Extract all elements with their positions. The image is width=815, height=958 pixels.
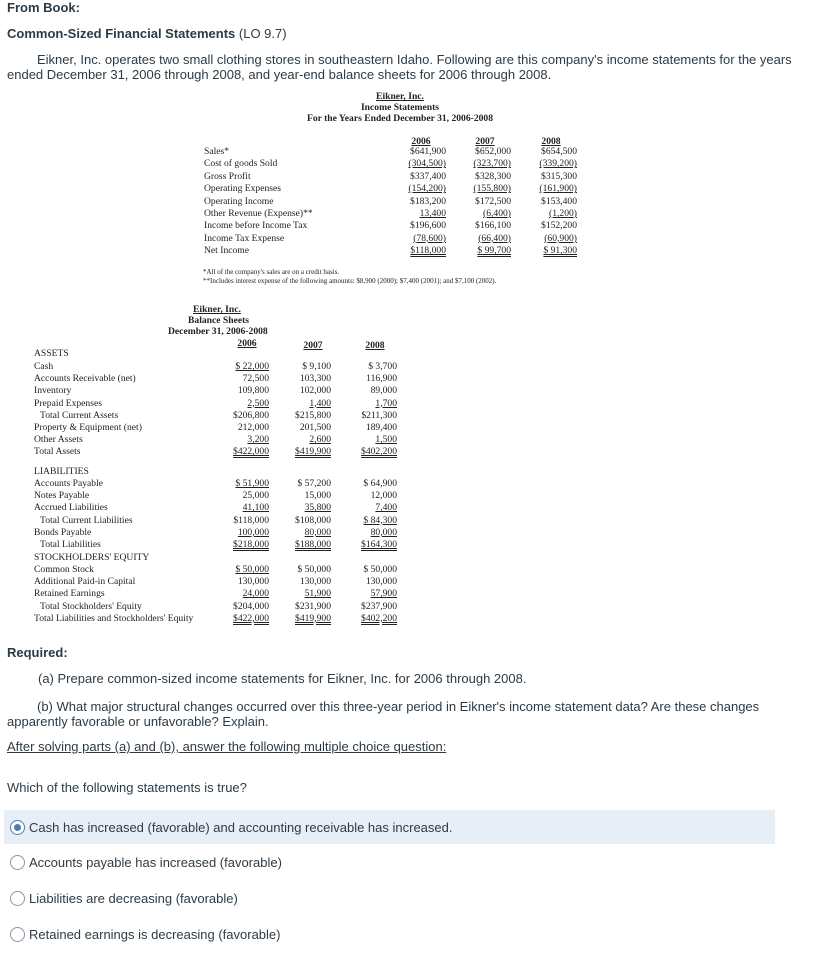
radio-button[interactable]	[10, 820, 25, 835]
is-year-2007: 2007	[475, 136, 495, 147]
bs-cell: 102,000	[299, 385, 331, 397]
is-year-2008: 2008	[541, 136, 561, 147]
bs-cell: $422,000	[233, 446, 269, 458]
bs-cell: $204,000	[233, 600, 269, 612]
bs-cell: 41,100	[242, 502, 269, 514]
answer-option-label: Cash has increased (favorable) and accounting receivable has increased.	[29, 819, 453, 835]
bs-row-label: Total Liabilities	[40, 539, 101, 550]
is-cell: $ 99,700	[477, 245, 511, 257]
bs-cell: $237,900	[361, 600, 397, 612]
bs-cell: 12,000	[370, 490, 397, 502]
bs-company: Eikner, Inc.	[193, 304, 241, 315]
is-row-label: Gross Profit	[204, 170, 251, 182]
bs-cell: 35,800	[304, 502, 331, 514]
bs-cell: 109,800	[237, 385, 269, 397]
is-cell: $153,400	[541, 195, 577, 207]
is-cell: (1,200)	[549, 208, 577, 219]
radio-button[interactable]	[10, 891, 25, 906]
question-prompt: Which of the following statements is true?	[7, 780, 247, 795]
bs-cell: $118,000	[233, 514, 269, 526]
assets-header: ASSETS	[34, 348, 69, 359]
answer-option[interactable]	[4, 881, 775, 915]
bs-cell: $ 50,000	[297, 564, 331, 575]
is-cell: $337,400	[410, 170, 446, 182]
answer-option[interactable]	[4, 917, 775, 951]
is-cell: $118,000	[410, 245, 446, 257]
bs-cell: $206,800	[233, 409, 269, 421]
bs-row-label: Prepaid Expenses	[34, 397, 102, 409]
is-cell: (339,200)	[539, 158, 577, 170]
is-cell: $196,600	[410, 220, 446, 232]
bs-cell: 25,000	[242, 490, 269, 502]
bs-cell: 7,400	[375, 502, 397, 514]
is-title: Income Statements	[360, 102, 440, 113]
is-year-2006: 2006	[411, 136, 431, 147]
bs-cell: $ 9,100	[302, 361, 331, 372]
is-cell: (78,600)	[413, 232, 446, 244]
bs-row-label: Other Assets	[34, 434, 83, 446]
bs-row-label: Common Stock	[34, 564, 94, 575]
bs-row-label: Total Current Liabilities	[40, 514, 133, 526]
is-company: Eikner, Inc.	[376, 91, 424, 102]
bs-cell: 89,000	[370, 385, 397, 397]
answer-option-label: Retained earnings is decreasing (favorable)	[29, 926, 281, 942]
bs-cell: $ 50,000	[235, 564, 269, 575]
is-row-label: Operating Income	[204, 195, 274, 207]
bs-row-label: Total Current Assets	[40, 409, 119, 421]
bs-cell: 103,300	[299, 373, 331, 385]
is-cell: $166,100	[475, 220, 511, 232]
is-cell: (60,900)	[544, 232, 577, 244]
answer-option-label: Liabilities are decreasing (favorable)	[29, 890, 238, 906]
is-row-label: Other Revenue (Expense)**	[204, 208, 313, 219]
bs-row-label: Property & Equipment (net)	[34, 422, 142, 433]
is-cell: $172,500	[475, 195, 511, 207]
is-cell: (66,400)	[478, 232, 511, 244]
bs-cell: 24,000	[242, 588, 269, 600]
answer-option[interactable]	[4, 810, 775, 844]
is-cell: 13,400	[419, 208, 446, 219]
bs-row-label: Retained Earnings	[34, 588, 105, 600]
bs-cell: $231,900	[295, 600, 331, 612]
bs-cell: 130,000	[237, 576, 269, 588]
bs-cell: $ 84,300	[363, 514, 397, 526]
liabilities-header: LIABILITIES	[34, 466, 89, 477]
bs-row-label: Accrued Liabilities	[34, 502, 108, 514]
is-cell: (161,900)	[539, 183, 577, 195]
bs-cell: $402,200	[361, 446, 397, 458]
bs-cell: $211,300	[361, 409, 397, 421]
is-row-label: Cost of goods Sold	[204, 158, 278, 170]
bs-cell: $ 57,200	[297, 478, 331, 489]
is-period: For the Years Ended December 31, 2006-2008	[306, 113, 494, 124]
is-cell: $654,500	[541, 146, 577, 157]
bs-row-label: Total Stockholders' Equity	[40, 600, 142, 612]
from-book-label: From Book:	[7, 0, 80, 15]
is-row-label: Sales*	[204, 146, 230, 157]
bs-cell: 189,400	[365, 422, 397, 433]
is-cell: $183,200	[410, 195, 446, 207]
after-note: After solving parts (a) and (b), answer the following multiple choice question:	[7, 739, 447, 754]
bs-cell: $ 50,000	[363, 564, 397, 575]
bs-row-label: Accounts Payable	[34, 478, 104, 489]
part-b-text: (b) What major structural changes occurred over this three-year period in Eikner's income statement data? Are these changes apparently favorable or unfavorable? Explain.	[7, 699, 760, 729]
bs-cell: 130,000	[299, 576, 331, 588]
section-heading	[7, 26, 287, 41]
bs-row-label: Total Liabilities and Stockholders' Equity	[34, 612, 194, 624]
is-row-label: Income Tax Expense	[204, 232, 285, 244]
answer-option[interactable]	[4, 845, 775, 879]
is-cell: $328,300	[475, 170, 511, 182]
bs-title: Balance Sheets	[188, 315, 250, 326]
bs-cell: $218,000	[233, 539, 269, 550]
bs-cell: $108,000	[295, 514, 331, 526]
bs-row-label: Bonds Payable	[34, 526, 92, 538]
bs-cell: $422,000	[233, 612, 269, 624]
is-footnote-2: **Includes interest expense of the following amounts: $8,900 (2000); $7,400 (2001); and $7,100 (2002).	[203, 277, 497, 285]
is-cell: $152,200	[541, 220, 577, 232]
bs-cell: 116,900	[366, 373, 397, 385]
bs-cell: 72,500	[242, 373, 269, 385]
required-label: Required:	[7, 645, 68, 660]
bs-cell: $402,200	[361, 612, 397, 624]
part-a-text: (a) Prepare common-sized income statements for Eikner, Inc. for 2006 through 2008.	[38, 671, 527, 686]
bs-cell: 57,900	[370, 588, 397, 600]
is-footnote-1: *All of the company's sales are on a credit basis.	[203, 268, 340, 276]
is-cell: $ 91,300	[543, 245, 577, 257]
bs-cell: $ 22,000	[235, 361, 269, 372]
bs-cell: $188,000	[295, 539, 331, 550]
section-title: Common-Sized Financial Statements	[7, 26, 236, 41]
bs-cell: $419,900	[295, 446, 331, 458]
bs-cell: 212,000	[237, 422, 269, 433]
bs-cell: $164,300	[361, 539, 397, 550]
bs-row-label: Inventory	[34, 385, 72, 397]
answer-option-label: Accounts payable has increased (favorable)	[29, 854, 282, 870]
section-lo: (LO 9.7)	[238, 26, 287, 41]
bs-cell: 130,000	[365, 576, 397, 588]
bs-cell: 100,000	[237, 526, 269, 538]
bs-cell: 1,500	[375, 434, 397, 446]
bs-cell: 80,000	[304, 526, 331, 538]
bs-cell: 15,000	[304, 490, 331, 502]
part-b-paragraph	[7, 699, 797, 729]
bs-row-label: Accounts Receivable (net)	[34, 373, 136, 385]
is-cell: (6,400)	[483, 208, 511, 219]
bs-cell: $419,900	[295, 612, 331, 624]
is-cell: (155,800)	[473, 183, 511, 195]
is-cell: (154,200)	[408, 183, 446, 195]
bs-cell: $215,800	[295, 409, 331, 421]
bs-cell: 51,900	[304, 588, 331, 600]
bs-year-2006: 2006	[237, 338, 257, 349]
is-cell: $641,900	[410, 146, 446, 157]
bs-cell: 1,700	[375, 397, 397, 409]
is-cell: (323,700)	[473, 158, 511, 170]
bs-cell: $ 64,900	[363, 478, 397, 489]
bs-cell: 1,400	[309, 397, 331, 409]
intro-text: Eikner, Inc. operates two small clothing stores in southeastern Idaho. Following are this company's income statements for the years ended December 31, 2006 through 2008, and year-end balance sheets for 2006 through 2008.	[7, 52, 792, 82]
bs-row-label: Cash	[34, 361, 54, 372]
bs-cell: 80,000	[370, 526, 397, 538]
equity-header: STOCKHOLDERS' EQUITY	[34, 552, 150, 563]
bs-cell: $ 3,700	[368, 361, 397, 372]
bs-row-label: Total Assets	[34, 446, 81, 458]
is-cell: (304,500)	[408, 158, 446, 170]
bs-row-label: Notes Payable	[34, 490, 90, 502]
is-row-label: Operating Expenses	[204, 183, 281, 195]
bs-period: December 31, 2006-2008	[168, 326, 268, 337]
intro-paragraph	[7, 52, 797, 82]
radio-button[interactable]	[10, 927, 25, 942]
radio-button[interactable]	[10, 855, 25, 870]
is-row-label: Income before Income Tax	[204, 220, 308, 232]
bs-cell: 2,600	[309, 434, 331, 446]
bs-row-label: Additional Paid-in Capital	[34, 576, 136, 588]
bs-year-2007: 2007	[303, 340, 323, 351]
bs-cell: 3,200	[247, 434, 269, 446]
bs-cell: $ 51,900	[235, 478, 269, 489]
is-cell: $315,300	[541, 170, 577, 182]
bs-cell: 201,500	[299, 422, 331, 433]
bs-cell: 2,500	[247, 397, 269, 409]
is-row-label: Net Income	[204, 245, 250, 257]
is-cell: $652,000	[475, 146, 511, 157]
bs-year-2008: 2008	[365, 340, 385, 351]
